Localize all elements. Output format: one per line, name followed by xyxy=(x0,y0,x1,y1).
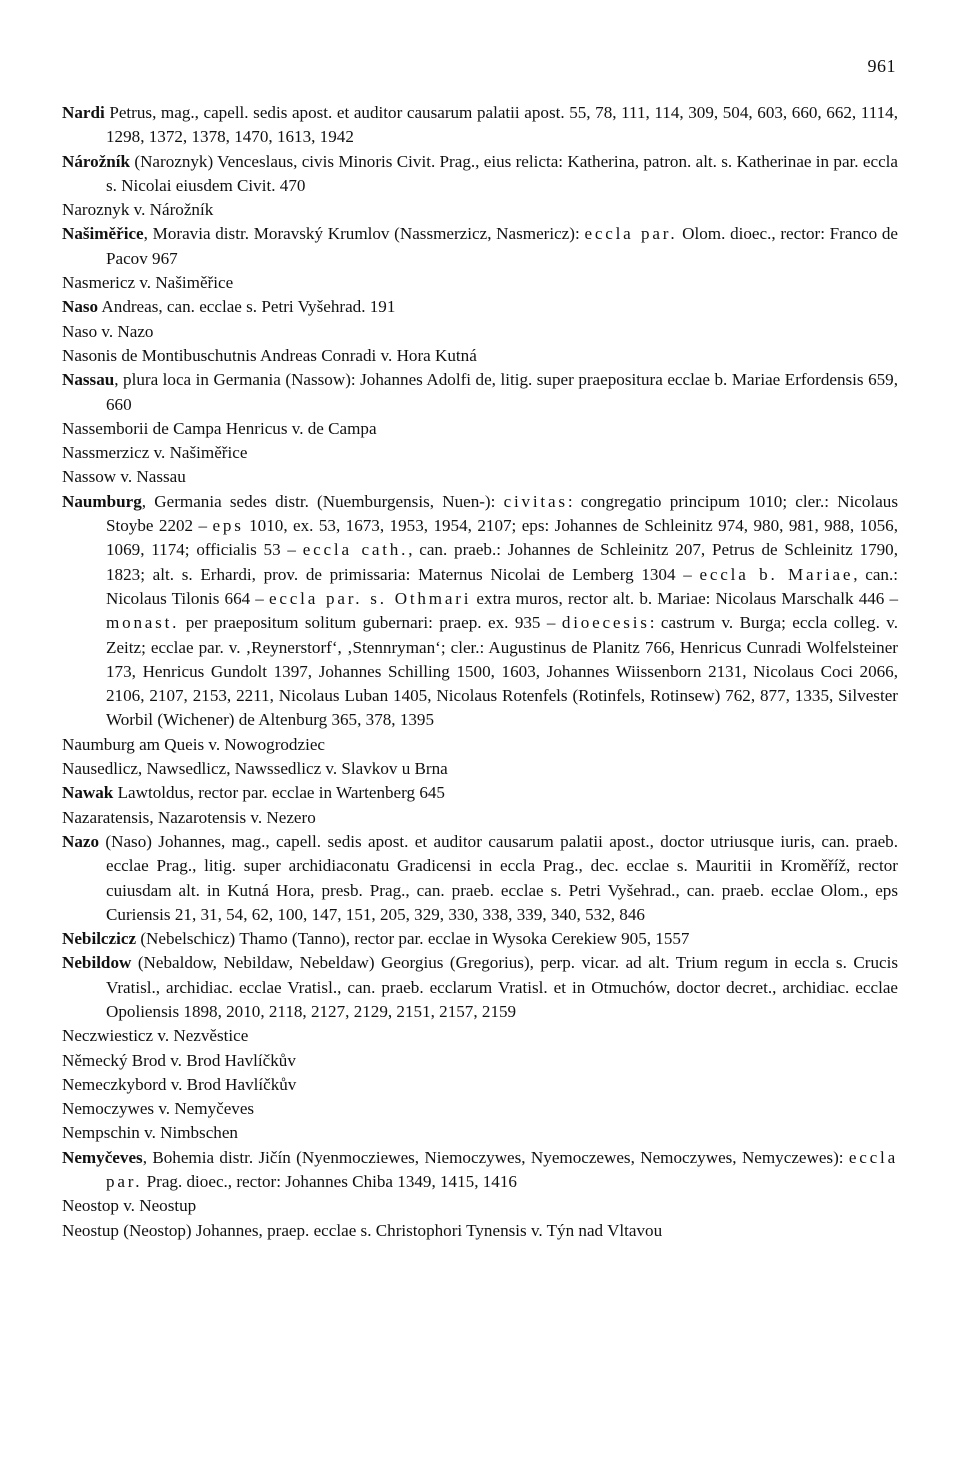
entry-text: Petrus, mag., capell. sedis apost. et auditor causarum palatii apost. 55, 78, 111, 114, 309, 504, 603, 660, 662, 1114, 1298, 1372, 1378, 1470, 1613, 1942 xyxy=(104,103,898,147)
index-entry xyxy=(62,1194,898,1218)
entry-text: , Germania sedes distr. (Nuemburgensis, Nuen-): xyxy=(141,491,504,511)
entry-text: Nassow v. Nassau xyxy=(62,467,186,487)
index-entry xyxy=(62,368,898,417)
index-entry xyxy=(62,417,898,441)
entry-text: Nemoczywes v. Nemyčeves xyxy=(62,1099,255,1119)
entry-text: Olom. dioec., rector: Franco de Pacov 967 xyxy=(106,224,898,268)
entry-text: Nasonis de Montibuschutnis Andreas Conradi v. Hora Kutná xyxy=(62,345,477,365)
entry-text: per praepositum solitum gubernari: praep. ex. 935 – xyxy=(179,613,562,633)
index-entry xyxy=(62,830,898,927)
entry-headword: Nawak xyxy=(62,783,114,803)
entry-text: Německý Brod v. Brod Havlíčkův xyxy=(62,1050,296,1070)
page-number: 961 xyxy=(867,56,896,76)
index-entry xyxy=(62,733,898,757)
entry-text: Nassmerzicz v. Našiměřice xyxy=(62,443,248,463)
index-entry xyxy=(62,198,898,222)
index-entry xyxy=(62,1097,898,1121)
spaced-term: eccla par. xyxy=(106,1147,898,1192)
entry-headword: Nazo xyxy=(62,831,100,851)
index-entry xyxy=(62,781,898,805)
entry-headword: Naso xyxy=(62,297,99,317)
entry-headword: Nassau xyxy=(62,370,115,390)
index-entry xyxy=(62,344,898,368)
entry-text: Nausedlicz, Nawsedlicz, Nawssedlicz v. Slavkov u Brna xyxy=(62,759,448,779)
index-entry xyxy=(62,1024,898,1048)
entry-text: Nasmericz v. Našiměřice xyxy=(62,273,234,293)
entry-text: Nassemborii de Campa Henricus v. de Campa xyxy=(62,418,377,438)
index-entry xyxy=(62,927,898,951)
entry-text: Neostop v. Neostup xyxy=(62,1196,197,1216)
entry-text: (Naroznyk) Venceslaus, civis Minoris Civit. Prag., eius relicta: Katherina, patron. alt. s. Katherinae in par. eccla s. Nicolai eiusdem Civit. 470 xyxy=(106,151,898,195)
entry-text: Nempschin v. Nimbschen xyxy=(62,1123,238,1143)
index-entry xyxy=(62,490,898,733)
entry-text: (Nebelschicz) Thamo (Tanno), rector par. ecclae in Wysoka Cerekiew 905, 1557 xyxy=(136,929,690,949)
spaced-term: dioecesis xyxy=(561,613,650,633)
entry-text: , plura loca in Germania (Nassow): Johannes Adolfi de, litig. super praepositura ecclae b. Mariae Erfordensis 659, 660 xyxy=(106,370,898,414)
entry-text: Neostup (Neostop) Johannes, praep. ecclae s. Christophori Tynensis v. Týn nad Vltavou xyxy=(62,1220,663,1240)
entry-text: : congregatio principum 1010; cler.: Nicolaus Stoybe 2202 – xyxy=(106,491,898,536)
index-entry xyxy=(62,1073,898,1097)
entry-text: Naumburg am Queis v. Nowogrodziec xyxy=(62,734,325,754)
index-entry xyxy=(62,1121,898,1145)
spaced-term: eccla cath. xyxy=(302,540,409,560)
entry-text: Prag. dioec., rector: Johannes Chiba 1349, 1415, 1416 xyxy=(142,1172,517,1192)
entry-text: Naroznyk v. Nárožník xyxy=(62,200,214,220)
index-entry xyxy=(62,101,898,150)
entry-headword: Nebildow xyxy=(62,953,132,973)
index-entry xyxy=(62,757,898,781)
spaced-term: eccla par. s. Othmari xyxy=(268,588,472,608)
index-entry xyxy=(62,1219,898,1243)
entry-text: Lawtoldus, rector par. ecclae in Wartenberg 645 xyxy=(113,783,445,803)
entry-headword: Našiměřice xyxy=(62,224,144,244)
entry-text: , Bohemia distr. Jičín (Nyenmocziewes, Niemoczywes, Nyemoczewes, Nemoczywes, Nemyczewes): xyxy=(142,1147,849,1167)
spaced-term: eccla b. Mariae xyxy=(699,564,854,584)
entry-headword: Nárožník xyxy=(62,151,131,171)
entry-headword: Nemyčeves xyxy=(62,1147,143,1167)
index-entry xyxy=(62,1049,898,1073)
entry-text: : castrum v. Burga; eccla colleg. v. Zeitz; ecclae par. v. ‚Reynerstorf‘, ‚Stennryman‘; cler.: Augustinus de Planitz 766, Henricus Cunradi Wolfelsteiner 173, Henricus Gundolt 1397, Johannes Schilling 1500, 1603, Johannes Wiissenborn 2131, Nicolaus Coci 2066, 2106, 2107, 2153, 2211, Nicolaus Luban 1405, Nicolaus Rotenfels (Rotinfels, Rotinsew) 762, 877, 1335, Silvester Worbil (Wichener) de Altenburg 365, 378, 1395 xyxy=(106,613,898,730)
index-entry xyxy=(62,222,898,271)
entry-text: (Naso) Johannes, mag., capell. sedis apost. et auditor causarum palatii apost., doctor utriusque iuris, can. praeb. ecclae Prag., litig. super archidiaconatu Gradicensi in eccla Prag., dec. ecclae s. Mauritii in Kroměříž, rector cuiusdam alt. in Kutná Hora, presb. Prag., can. praeb. ecclae s. Petri Vyšehrad., can. praeb. ecclae Olom., eps Curiensis 21, 31, 54, 62, 100, 147, 151, 205, 329, 330, 338, 339, 340, 532, 846 xyxy=(99,831,898,924)
entry-text: Nazaratensis, Nazarotensis v. Nezero xyxy=(62,807,316,827)
index-entry xyxy=(62,441,898,465)
entry-text: , Moravia distr. Moravský Krumlov (Nassmerzicz, Nasmericz): xyxy=(143,224,585,244)
entry-headword: Naumburg xyxy=(62,491,142,511)
entry-headword: Nebilczicz xyxy=(62,929,137,949)
spaced-term: eps xyxy=(212,516,244,536)
entry-text: Andreas, can. ecclae s. Petri Vyšehrad. 191 xyxy=(98,297,396,317)
index-entries xyxy=(62,101,898,1243)
index-entry xyxy=(62,320,898,344)
entry-text: Naso v. Nazo xyxy=(62,321,154,341)
index-entry xyxy=(62,1146,898,1195)
spaced-term: civitas xyxy=(503,491,568,511)
entry-text: 1010, ex. 53, 1673, 1953, 1954, 2107; eps: Johannes de Schleinitz 974, 980, 981, 988, 1056, 1069, 1174; officialis 53 – xyxy=(106,516,898,560)
index-entry xyxy=(62,271,898,295)
index-entry xyxy=(62,150,898,199)
index-entry xyxy=(62,806,898,830)
spaced-term: monast. xyxy=(106,613,180,633)
index-entry xyxy=(62,465,898,489)
entry-text: , can. praeb.: Johannes de Schleinitz 207, Petrus de Schleinitz 1790, 1823; alt. s. Erhardi, prov. de primissaria: Maternus Nicolai de Lemberg 1304 – xyxy=(106,540,899,584)
entry-text: , can.: Nicolaus Tilonis 664 – xyxy=(106,564,898,608)
entry-text: Neczwiesticz v. Nezvěstice xyxy=(62,1026,249,1046)
spaced-term: eccla par. xyxy=(584,224,678,244)
index-entry xyxy=(62,295,898,319)
entry-text: extra muros, rector alt. b. Mariae: Nicolaus Marschalk 446 – xyxy=(471,588,899,608)
index-entry xyxy=(62,951,898,1024)
entry-text: (Nebaldow, Nebildaw, Nebeldaw) Georgius (Gregorius), perp. vicar. ad alt. Trium regum in eccla s. Crucis Vratisl., archidiac. ecclae Vratisl., can. praeb. ecclarum Vratisl. et in Otmuchów, doctor decret., archidiac. ecclae Opoliensis 1898, 2010, 2118, 2127, 2129, 2151, 2157, 2159 xyxy=(106,953,898,1021)
entry-headword: Nardi xyxy=(62,103,105,122)
entry-text: Nemeczkybord v. Brod Havlíčkův xyxy=(62,1074,297,1094)
